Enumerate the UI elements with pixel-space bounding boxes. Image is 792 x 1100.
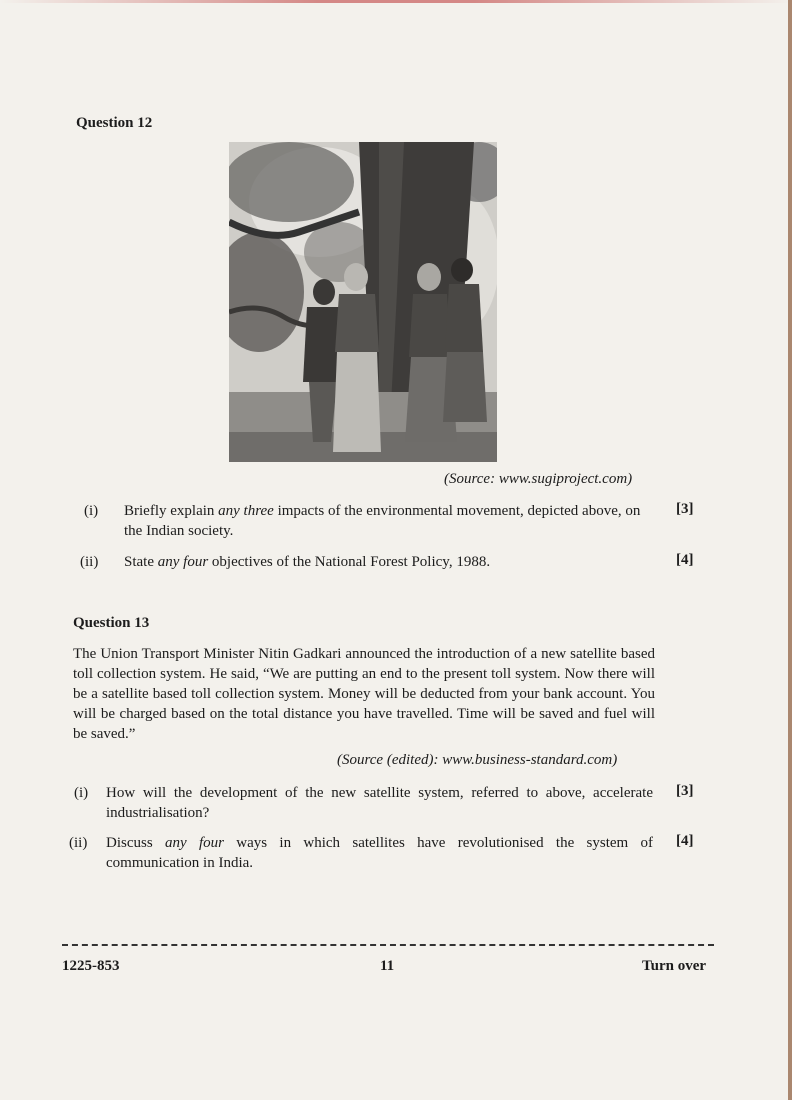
q12-source: (Source: www.sugiproject.com) bbox=[444, 471, 633, 487]
q12-item-1-number: (i) bbox=[84, 503, 99, 519]
question-13-heading: Question 13 bbox=[73, 615, 150, 631]
page-number: 11 bbox=[380, 958, 395, 974]
page-edge bbox=[788, 0, 792, 1100]
paper-code: 1225-853 bbox=[62, 958, 120, 974]
q12-item-1-text: Briefly explain any three impacts of the environmental movement, depicted above, on the Indian society. bbox=[124, 503, 641, 539]
q13-source: (Source (edited): www.business-standard.com) bbox=[337, 752, 618, 768]
q13-item-2-marks: [4] bbox=[676, 833, 694, 849]
q13-item-1-text: How will the development of the new satellite system, referred to above, accelerate industrialisation? bbox=[106, 785, 653, 821]
q12-item-2-number: (ii) bbox=[80, 554, 99, 570]
q13-item-1-number: (i) bbox=[74, 785, 89, 801]
q12-item-2-text: State any four objectives of the National Forest Policy, 1988. bbox=[124, 554, 491, 570]
q13-item-1-marks: [3] bbox=[676, 783, 694, 799]
question-12-heading: Question 12 bbox=[76, 115, 153, 131]
q13-item-2-number: (ii) bbox=[69, 835, 88, 851]
q12-item-1-marks: [3] bbox=[676, 501, 694, 517]
q13-passage: The Union Transport Minister Nitin Gadkari announced the introduction of a new satellite based toll collection system. He said, “We are putting an end to the present toll system. Now there will be a satellite based toll collection system. Money will be deducted from your bank account. You will be charged based on the total distance you have travelled. Time will be saved and fuel will be saved.” bbox=[73, 646, 655, 742]
q12-item-2-marks: [4] bbox=[676, 552, 694, 568]
chipko-movement-photo bbox=[229, 142, 497, 462]
footer-divider bbox=[62, 944, 714, 946]
turn-over-label: Turn over bbox=[642, 958, 707, 974]
top-edge bbox=[0, 0, 792, 3]
q13-item-2-text: Discuss any four ways in which satellites have revolutionised the system of communication in India. bbox=[106, 835, 654, 871]
